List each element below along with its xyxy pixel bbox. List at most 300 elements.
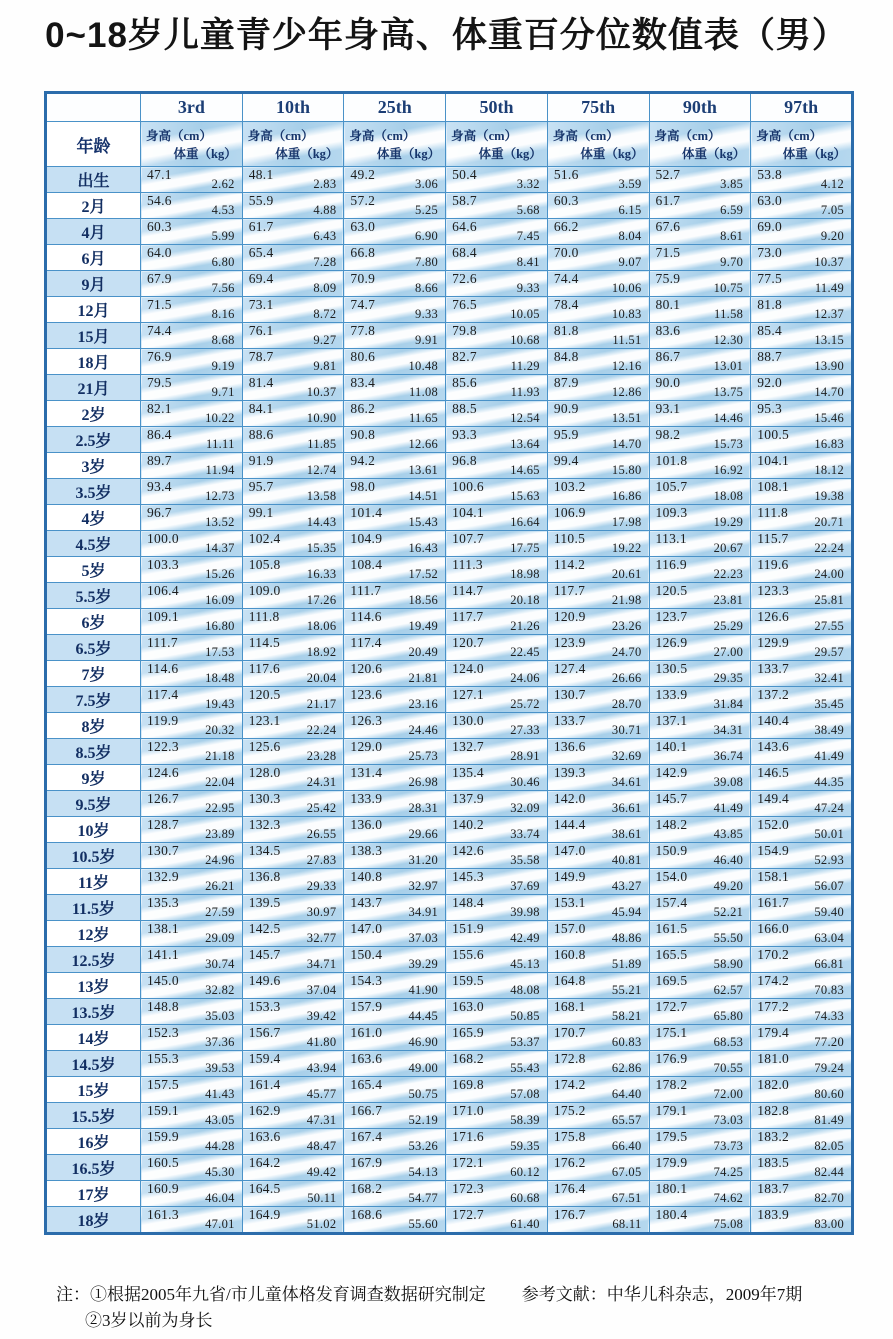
weight-value: 23.28: [306, 749, 337, 763]
weight-value: 13.52: [205, 515, 235, 529]
weight-value: 19.49: [408, 619, 439, 633]
measure-cell: [547, 765, 649, 791]
weight-value: 65.57: [611, 1113, 642, 1127]
weight-value: 21.98: [611, 593, 642, 607]
measure-cell: [344, 869, 446, 895]
measure-cell: [242, 401, 344, 427]
measure-cell: [446, 1077, 548, 1103]
weight-value: 9.91: [415, 333, 439, 347]
measure-cell: [242, 1103, 344, 1129]
height-value: 64.0: [147, 245, 172, 260]
height-value: 157.4: [655, 895, 688, 910]
measure-cell: [547, 323, 649, 349]
percentile-header-3rd: 3rd: [141, 93, 243, 122]
measure-cell: [751, 245, 853, 271]
measure-cell: [344, 583, 446, 609]
weight-value: 60.12: [510, 1165, 540, 1179]
height-value: 109.1: [147, 609, 179, 624]
measure-cell: [242, 167, 344, 193]
weight-value: 10.83: [611, 307, 642, 321]
weight-value: 16.80: [205, 619, 235, 633]
height-value: 114.6: [350, 609, 382, 624]
height-value: 143.6: [757, 739, 790, 754]
height-value: 88.7: [757, 349, 783, 364]
weight-value: 65.80: [713, 1009, 744, 1023]
weight-value: 47.24: [814, 801, 844, 815]
measure-cell: [547, 219, 649, 245]
measure-cell: [446, 1155, 548, 1181]
height-unit-label: 身高（cm）: [654, 129, 721, 143]
height-value: 101.4: [350, 505, 383, 520]
measure-cell: [649, 843, 751, 869]
weight-value: 74.33: [814, 1009, 844, 1023]
weight-value: 34.71: [306, 957, 337, 971]
measure-cell: [547, 843, 649, 869]
table-row: [46, 791, 853, 817]
height-value: 142.0: [553, 791, 586, 806]
weight-value: 13.61: [408, 463, 439, 477]
measure-cell: [751, 791, 853, 817]
height-value: 175.1: [655, 1025, 688, 1040]
measure-cell: [242, 297, 344, 323]
table-row: [46, 505, 853, 531]
measure-cell: [649, 427, 751, 453]
height-value: 61.7: [248, 219, 274, 234]
height-value: 73.1: [248, 297, 274, 312]
height-value: 167.4: [350, 1129, 383, 1144]
weight-value: 14.70: [814, 385, 844, 399]
height-value: 161.5: [655, 921, 688, 936]
age-cell: 2月: [46, 193, 141, 219]
weight-value: 50.75: [408, 1087, 439, 1101]
height-value: 161.7: [757, 895, 790, 910]
weight-value: 63.04: [814, 931, 844, 945]
weight-value: 9.33: [415, 307, 439, 321]
weight-value: 73.03: [713, 1113, 744, 1127]
measure-cell: [242, 1129, 344, 1155]
weight-value: 15.26: [205, 567, 235, 581]
height-value: 120.5: [655, 583, 688, 598]
weight-value: 16.83: [814, 437, 844, 451]
height-value: 140.2: [452, 817, 484, 832]
weight-value: 9.33: [516, 281, 540, 295]
weight-value: 11.94: [205, 463, 235, 477]
measure-cell: [649, 453, 751, 479]
measure-cell: [446, 219, 548, 245]
weight-value: 25.72: [510, 697, 540, 711]
height-value: 140.8: [350, 869, 383, 884]
weight-value: 34.91: [408, 905, 439, 919]
height-value: 102.4: [248, 531, 281, 546]
weight-value: 46.90: [408, 1035, 439, 1049]
measure-cell: [344, 999, 446, 1025]
measure-cell: [751, 271, 853, 297]
age-cell: 12月: [46, 297, 141, 323]
height-value: 171.0: [452, 1103, 484, 1118]
measure-cell: [344, 193, 446, 219]
weight-value: 12.73: [205, 489, 235, 503]
measure-cell: [751, 739, 853, 765]
height-value: 75.9: [655, 271, 681, 286]
measure-cell: [141, 583, 243, 609]
measure-cell: [344, 817, 446, 843]
weight-value: 43.94: [306, 1061, 337, 1075]
table-row: [46, 349, 853, 375]
height-value: 181.0: [757, 1051, 790, 1066]
height-value: 140.1: [655, 739, 688, 754]
height-value: 168.2: [350, 1181, 383, 1196]
height-value: 157.9: [350, 999, 383, 1014]
age-cell: 9.5岁: [46, 791, 141, 817]
height-value: 150.9: [655, 843, 688, 858]
height-value: 130.0: [452, 713, 484, 728]
height-value: 86.7: [655, 349, 681, 364]
height-value: 177.2: [757, 999, 790, 1014]
measure-cell: [242, 947, 344, 973]
height-value: 80.1: [655, 297, 681, 312]
weight-value: 41.49: [713, 801, 744, 815]
weight-value: 37.03: [408, 931, 439, 945]
height-value: 171.6: [452, 1129, 484, 1144]
footnote-line-1: [56, 1282, 856, 1308]
height-value: 116.9: [655, 557, 687, 572]
measure-cell: [446, 869, 548, 895]
weight-value: 57.08: [510, 1087, 540, 1101]
age-cell: 2岁: [46, 401, 141, 427]
weight-value: 45.77: [306, 1087, 337, 1101]
percentile-header-25th: 25th: [344, 93, 446, 122]
height-value: 51.6: [553, 167, 579, 182]
height-value: 133.7: [553, 713, 586, 728]
percentile-header-75th: 75th: [547, 93, 649, 122]
age-cell: 2.5岁: [46, 427, 141, 453]
height-value: 159.5: [452, 973, 484, 988]
height-value: 101.8: [655, 453, 688, 468]
weight-value: 7.45: [516, 229, 540, 243]
height-value: 136.8: [248, 869, 281, 884]
weight-value: 67.05: [611, 1165, 642, 1179]
measure-cell: [141, 947, 243, 973]
weight-value: 24.00: [814, 567, 844, 581]
height-value: 131.4: [350, 765, 383, 780]
measure-cell: [751, 1025, 853, 1051]
height-value: 93.1: [655, 401, 681, 416]
measure-cell: [141, 1207, 243, 1234]
measure-cell: [649, 921, 751, 947]
height-value: 143.7: [350, 895, 383, 910]
table-row: [46, 635, 853, 661]
measure-cell: [751, 817, 853, 843]
height-value: 182.8: [757, 1103, 790, 1118]
measure-cell: [751, 193, 853, 219]
age-cell: 14.5岁: [46, 1051, 141, 1077]
weight-value: 52.19: [408, 1113, 439, 1127]
height-value: 78.7: [248, 349, 274, 364]
weight-value: 20.32: [205, 723, 235, 737]
height-value: 100.5: [757, 427, 790, 442]
measure-cell: [446, 297, 548, 323]
weight-unit-label: 体重（kg）: [782, 147, 846, 161]
measure-cell: [141, 1051, 243, 1077]
weight-value: 32.41: [814, 671, 844, 685]
height-value: 145.7: [655, 791, 688, 806]
weight-value: 12.16: [611, 359, 642, 373]
weight-value: 23.16: [408, 697, 439, 711]
weight-value: 22.45: [510, 645, 540, 659]
measure-cell: [446, 687, 548, 713]
table-row: [46, 843, 853, 869]
weight-value: 15.80: [611, 463, 642, 477]
height-value: 74.4: [553, 271, 579, 286]
height-value: 135.4: [452, 765, 484, 780]
weight-value: 48.47: [306, 1139, 337, 1153]
weight-value: 13.15: [814, 333, 844, 347]
measure-cell: [649, 999, 751, 1025]
measure-cell: [446, 843, 548, 869]
height-value: 91.9: [248, 453, 274, 468]
height-value: 115.7: [757, 531, 789, 546]
weight-value: 21.81: [408, 671, 439, 685]
table-row: [46, 609, 853, 635]
measure-cell: [547, 895, 649, 921]
height-value: 166.7: [350, 1103, 383, 1118]
weight-value: 58.90: [713, 957, 744, 971]
measure-cell: [344, 427, 446, 453]
height-value: 160.5: [147, 1155, 179, 1170]
measure-cell: [547, 635, 649, 661]
measure-cell: [751, 765, 853, 791]
weight-value: 26.66: [611, 671, 642, 685]
weight-value: 82.70: [814, 1191, 844, 1205]
height-value: 142.5: [248, 921, 281, 936]
measure-cell: [446, 349, 548, 375]
weight-value: 13.58: [306, 489, 337, 503]
height-value: 132.7: [452, 739, 484, 754]
height-value: 76.9: [147, 349, 172, 364]
height-value: 128.7: [147, 817, 179, 832]
weight-value: 8.61: [720, 229, 744, 243]
height-value: 95.7: [248, 479, 274, 494]
weight-value: 70.83: [814, 983, 844, 997]
measure-cell: [242, 1155, 344, 1181]
table-row: [46, 453, 853, 479]
height-value: 111.7: [147, 635, 178, 650]
weight-value: 37.69: [510, 879, 540, 893]
measure-cell: [141, 817, 243, 843]
height-value: 57.2: [350, 193, 376, 208]
age-cell: 15岁: [46, 1077, 141, 1103]
height-value: 108.1: [757, 479, 790, 494]
height-value: 158.1: [757, 869, 790, 884]
height-value: 164.2: [248, 1155, 281, 1170]
table-row: [46, 401, 853, 427]
height-value: 163.0: [452, 999, 484, 1014]
height-value: 79.8: [452, 323, 477, 338]
weight-value: 50.01: [814, 827, 844, 841]
measure-cell: [751, 505, 853, 531]
measure-cell: [141, 1155, 243, 1181]
height-value: 147.0: [553, 843, 586, 858]
measure-cell: [344, 1207, 446, 1234]
height-value: 147.0: [350, 921, 383, 936]
weight-value: 74.25: [713, 1165, 744, 1179]
measure-cell: [242, 531, 344, 557]
height-value: 179.9: [655, 1155, 688, 1170]
weight-value: 10.68: [510, 333, 540, 347]
measure-cell: [141, 609, 243, 635]
height-value: 111.3: [452, 557, 483, 572]
weight-value: 32.77: [306, 931, 337, 945]
height-value: 151.9: [452, 921, 484, 936]
height-unit-label: 身高（cm）: [451, 129, 518, 143]
height-value: 155.3: [147, 1051, 179, 1066]
age-cell: 12岁: [46, 921, 141, 947]
weight-value: 32.69: [611, 749, 642, 763]
measure-cell: [547, 1181, 649, 1207]
height-value: 157.0: [553, 921, 586, 936]
weight-value: 43.27: [611, 879, 642, 893]
measure-cell: [141, 661, 243, 687]
measure-cell: [649, 895, 751, 921]
measure-cell: [547, 791, 649, 817]
measure-cell: [547, 947, 649, 973]
measure-cell: [446, 921, 548, 947]
weight-value: 12.86: [611, 385, 642, 399]
height-value: 94.2: [350, 453, 376, 468]
weight-value: 20.61: [611, 567, 642, 581]
height-value: 120.9: [553, 609, 586, 624]
height-value: 155.6: [452, 947, 484, 962]
height-value: 172.3: [452, 1181, 484, 1196]
measure-cell: [751, 427, 853, 453]
height-value: 104.9: [350, 531, 383, 546]
table-row: [46, 1207, 853, 1234]
weight-value: 37.04: [306, 983, 337, 997]
height-value: 67.9: [147, 271, 172, 286]
measure-cell: [141, 297, 243, 323]
height-value: 127.4: [553, 661, 586, 676]
weight-value: 17.53: [205, 645, 235, 659]
measure-header-cell: [547, 122, 649, 167]
weight-value: 31.20: [408, 853, 439, 867]
measure-cell: [141, 921, 243, 947]
weight-value: 30.46: [510, 775, 540, 789]
weight-value: 14.70: [611, 437, 642, 451]
measure-cell: [344, 713, 446, 739]
measure-cell: [649, 687, 751, 713]
weight-value: 15.73: [713, 437, 744, 451]
measure-cell: [141, 635, 243, 661]
measure-cell: [547, 375, 649, 401]
weight-value: 29.33: [306, 879, 337, 893]
weight-value: 66.81: [814, 957, 844, 971]
height-value: 106.9: [553, 505, 586, 520]
measure-cell: [649, 765, 751, 791]
height-value: 154.0: [655, 869, 688, 884]
measure-cell: [649, 323, 751, 349]
measure-cell: [649, 219, 751, 245]
weight-value: 53.26: [408, 1139, 439, 1153]
weight-value: 14.43: [306, 515, 337, 529]
weight-value: 47.31: [306, 1113, 337, 1127]
weight-value: 5.68: [516, 203, 540, 217]
measure-cell: [344, 297, 446, 323]
height-value: 77.8: [350, 323, 376, 338]
measure-cell: [446, 583, 548, 609]
weight-value: 35.03: [205, 1009, 235, 1023]
height-value: 176.4: [553, 1181, 586, 1196]
weight-value: 14.65: [510, 463, 540, 477]
measure-cell: [242, 1207, 344, 1234]
height-value: 164.8: [553, 973, 586, 988]
weight-value: 54.13: [408, 1165, 439, 1179]
height-value: 161.0: [350, 1025, 383, 1040]
height-value: 136.6: [553, 739, 586, 754]
weight-value: 39.08: [713, 775, 744, 789]
weight-value: 13.75: [713, 385, 744, 399]
measure-cell: [242, 427, 344, 453]
height-value: 66.8: [350, 245, 376, 260]
measure-cell: [446, 1025, 548, 1051]
height-value: 63.0: [757, 193, 783, 208]
measure-cell: [751, 1051, 853, 1077]
weight-value: 44.35: [814, 775, 844, 789]
height-value: 164.9: [248, 1207, 281, 1222]
weight-value: 18.92: [306, 645, 337, 659]
weight-value: 7.28: [313, 255, 337, 269]
weight-value: 2.83: [313, 177, 337, 191]
height-value: 176.9: [655, 1051, 688, 1066]
measure-cell: [547, 1155, 649, 1181]
height-value: 168.6: [350, 1207, 383, 1222]
measure-cell: [446, 167, 548, 193]
weight-value: 16.43: [408, 541, 439, 555]
height-value: 117.4: [350, 635, 382, 650]
measure-header-cell: [649, 122, 751, 167]
weight-value: 11.49: [814, 281, 844, 295]
height-value: 159.9: [147, 1129, 179, 1144]
measure-cell: [344, 531, 446, 557]
weight-value: 25.42: [306, 801, 337, 815]
weight-value: 40.81: [611, 853, 642, 867]
weight-value: 13.51: [611, 411, 642, 425]
weight-value: 25.81: [814, 593, 844, 607]
weight-value: 6.80: [211, 255, 235, 269]
measure-cell: [242, 921, 344, 947]
height-value: 163.6: [350, 1051, 383, 1066]
height-value: 123.3: [757, 583, 790, 598]
height-value: 137.9: [452, 791, 484, 806]
height-value: 109.3: [655, 505, 688, 520]
height-value: 74.4: [147, 323, 172, 338]
height-value: 169.5: [655, 973, 688, 988]
weight-value: 3.85: [720, 177, 744, 191]
measure-cell: [649, 661, 751, 687]
height-value: 139.3: [553, 765, 586, 780]
measure-cell: [649, 167, 751, 193]
age-cell: 7.5岁: [46, 687, 141, 713]
weight-value: 60.83: [611, 1035, 642, 1049]
weight-value: 24.70: [611, 645, 642, 659]
height-value: 61.7: [655, 193, 681, 208]
height-value: 148.4: [452, 895, 484, 910]
height-value: 123.1: [248, 713, 281, 728]
measure-cell: [751, 349, 853, 375]
height-value: 172.7: [452, 1207, 484, 1222]
weight-value: 29.57: [814, 645, 844, 659]
height-value: 84.1: [248, 401, 274, 416]
age-header: 年龄: [46, 122, 141, 167]
